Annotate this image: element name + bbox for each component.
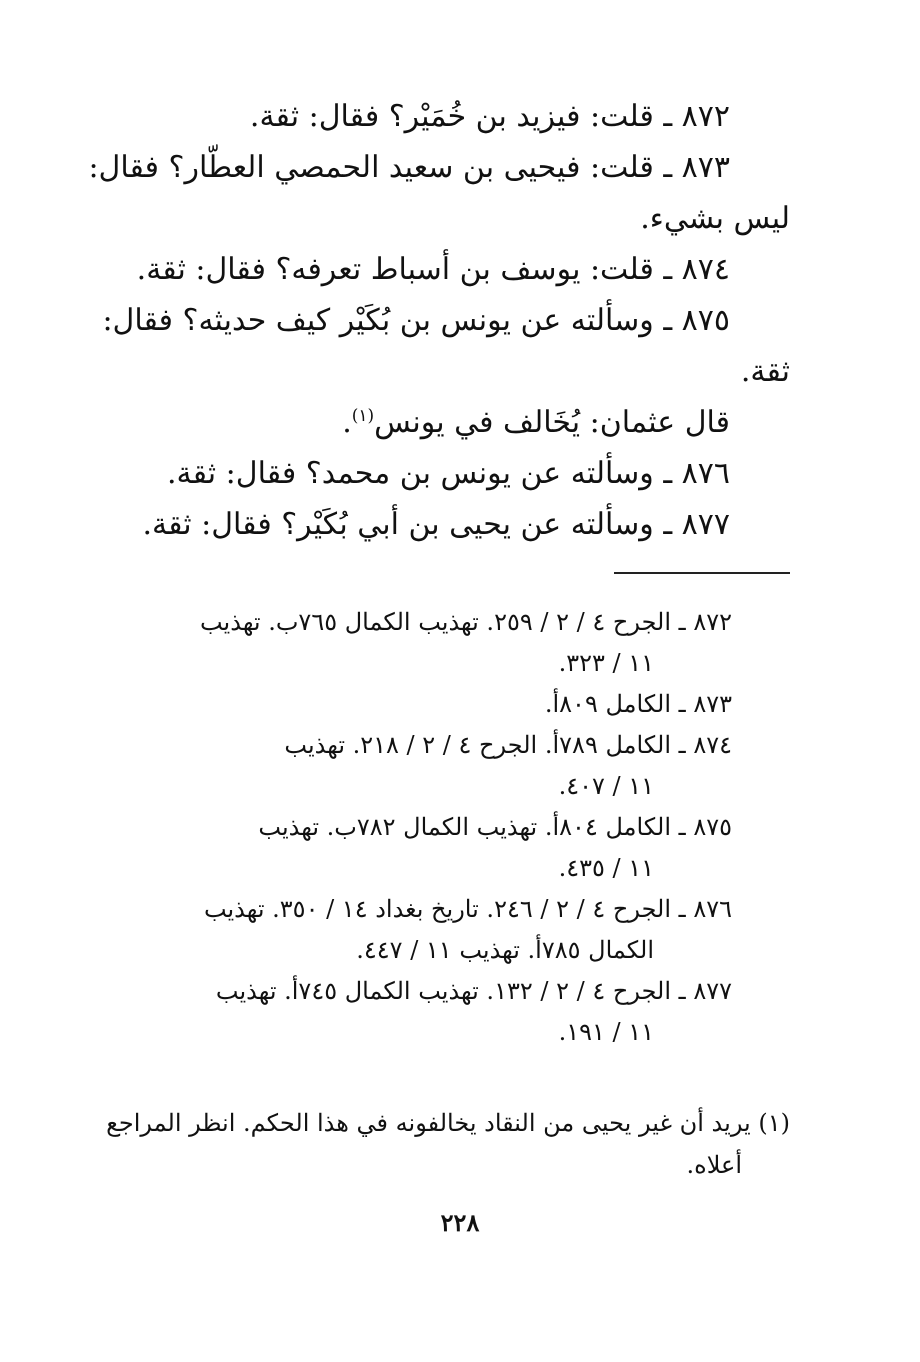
reference-line: ٨٧٦ ـ الجرح ٤ / ٢ / ٢٤٦. تاريخ بغداد ١٤ / ٣٥٠. تهذيب [203, 895, 732, 923]
reference-line-continuation: ١١ / ٤٣٥. [558, 854, 654, 882]
entry-874: ٨٧٤ ـ قلت: يوسف بن أسباط تعرفه؟ فقال: ثقة. [136, 252, 730, 287]
entry-875-continuation: ثقة. [740, 354, 790, 389]
uthman-note [130, 398, 790, 449]
references-list [132, 602, 732, 1053]
reference-line-continuation: ١١ / ١٩١. [558, 1018, 654, 1046]
reference-873 [132, 684, 732, 725]
reference-line-continuation: ١١ / ٤٠٧. [558, 772, 654, 800]
reference-line-continuation: الكمال ٧٨٥أ. تهذيب ١١ / ٤٤٧. [356, 936, 654, 964]
entry-872: ٨٧٢ ـ قلت: فيزيد بن خُمَيْر؟ فقال: ثقة. [249, 99, 730, 134]
main-text [88, 92, 790, 551]
footnote-marker: (١) [351, 406, 375, 426]
footnote-divider [614, 572, 790, 574]
entry-873-continuation: ليس بشيء. [640, 201, 790, 236]
uthman-note-end: . [342, 405, 352, 440]
footnote-line-continuation: أعلاه. [686, 1151, 742, 1179]
entry-877: ٨٧٧ ـ وسألته عن يحيى بن أبي بُكَيْر؟ فقال: ثقة. [142, 507, 730, 542]
reference-874 [132, 725, 732, 807]
reference-line: ٨٧٥ ـ الكامل ٨٠٤أ. تهذيب الكمال ٧٨٢ب. تهذيب [258, 813, 732, 841]
uthman-note-text: قال عثمان: يُخَالف في يونس [374, 405, 730, 440]
entry-875: ٨٧٥ ـ وسألته عن يونس بن بُكَيْر كيف حديثه؟ فقال: [102, 303, 730, 338]
reference-line: ٨٧٣ ـ الكامل ٨٠٩أ. [544, 690, 732, 718]
reference-line: ٨٧٤ ـ الكامل ٧٨٩أ. الجرح ٤ / ٢ / ٢١٨. تهذيب [284, 731, 732, 759]
reference-875 [132, 807, 732, 889]
reference-876 [132, 889, 732, 971]
reference-872 [132, 602, 732, 684]
entry-873: ٨٧٣ ـ قلت: فيحيى بن سعيد الحمصي العطّار؟ فقال: [88, 150, 730, 185]
page-number: ٢٢٨ [440, 1208, 480, 1237]
reference-line: ٨٧٧ ـ الجرح ٤ / ٢ / ١٣٢. تهذيب الكمال ٧٤٥أ. تهذيب [215, 977, 732, 1005]
footnote-line: (١) يريد أن غير يحيى من النقاد يخالفونه في هذا الحكم. انظر المراجع [106, 1109, 790, 1137]
entry-876: ٨٧٦ ـ وسألته عن يونس بن محمد؟ فقال: ثقة. [167, 456, 730, 491]
footnote [106, 1102, 790, 1186]
reference-line: ٨٧٢ ـ الجرح ٤ / ٢ / ٢٥٩. تهذيب الكمال ٧٦٥ب. تهذيب [199, 608, 732, 636]
reference-line-continuation: ١١ / ٣٢٣. [558, 649, 654, 677]
reference-877 [132, 971, 732, 1053]
